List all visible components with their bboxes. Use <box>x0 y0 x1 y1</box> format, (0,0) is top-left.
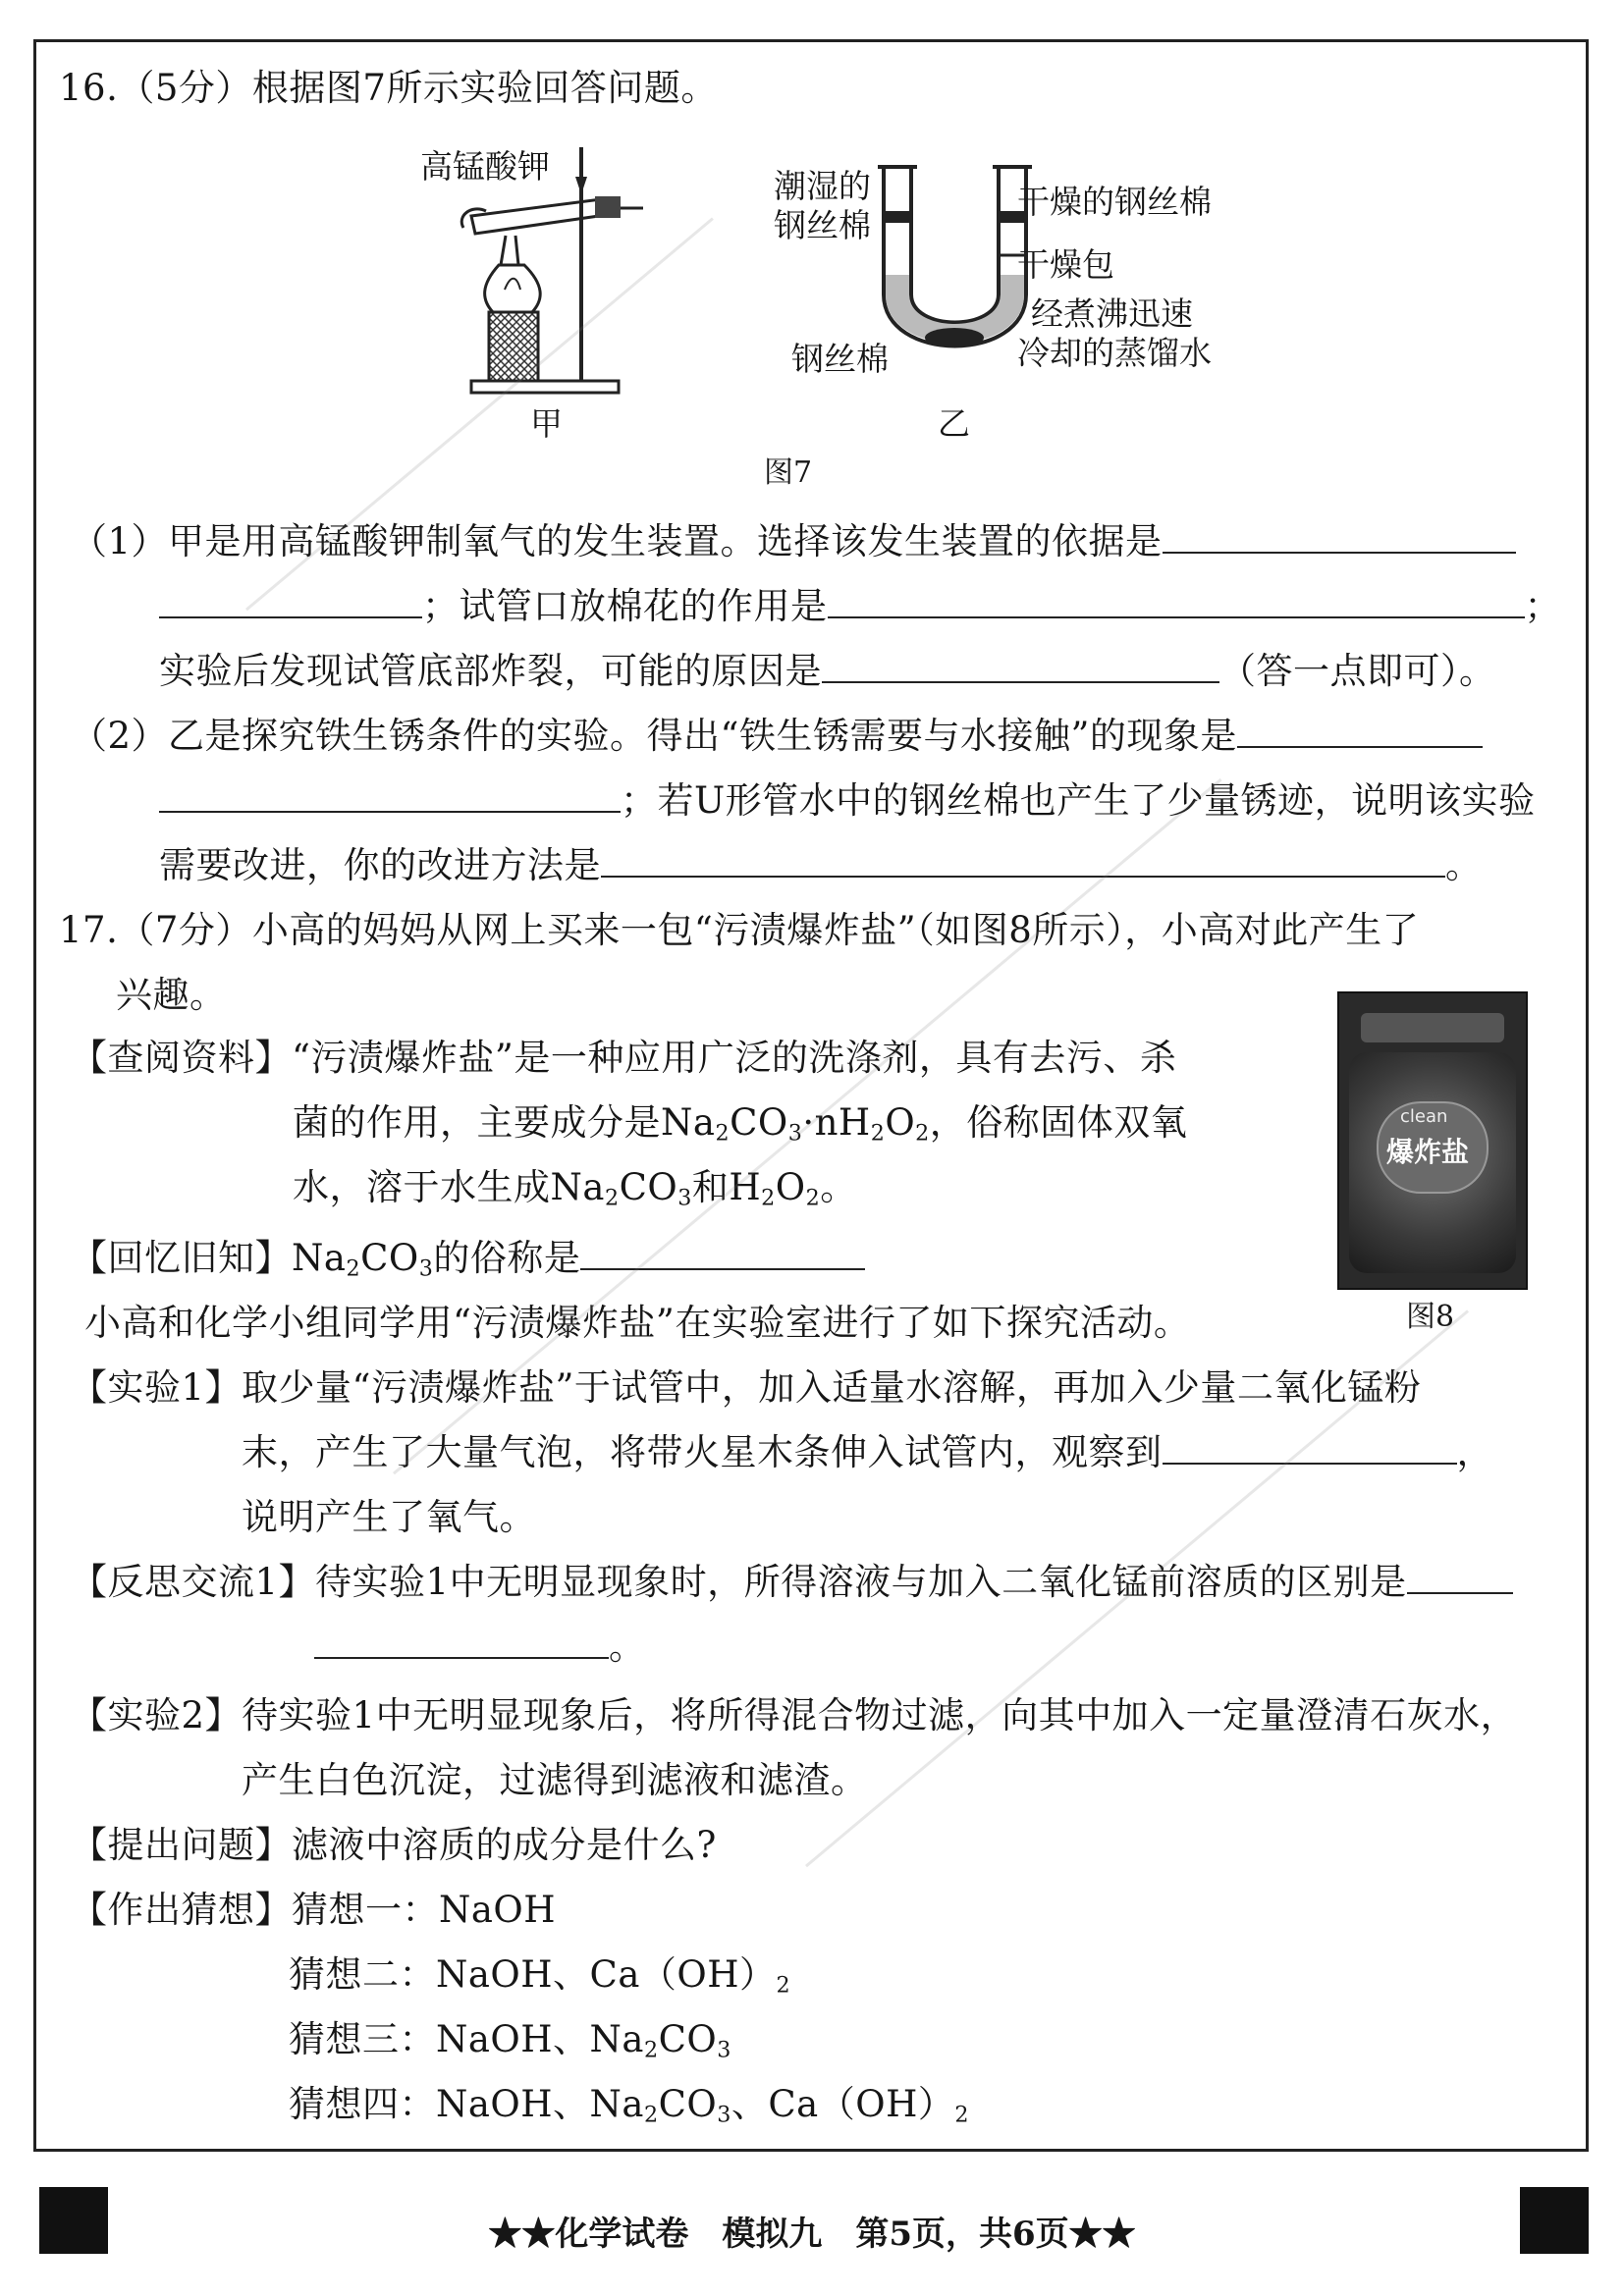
q17-reflection-line1 <box>71 1559 1513 1606</box>
photo-label-salt: 爆炸盐 <box>1386 1136 1470 1168</box>
q16-part1-line2 <box>159 583 1561 630</box>
q17-exp1-line3: 说明产生了氧气。 <box>242 1496 536 1538</box>
ref-text3-b: CO <box>619 1166 678 1208</box>
answer-blank[interactable] <box>159 583 422 618</box>
subscript: 2 <box>346 1255 361 1282</box>
q16-part2-line3 <box>159 842 1483 889</box>
ref-text1: “污渍爆炸盐”是一种应用广泛的洗涤剂，具有去污、杀 <box>292 1037 1177 1079</box>
answer-blank[interactable] <box>1237 713 1483 748</box>
ref-text2-a: 菌的作用，主要成分是Na <box>293 1101 716 1144</box>
q17-exp2-line1 <box>71 1692 1517 1739</box>
q17-exp1-line2 <box>242 1429 1493 1476</box>
answer-blank[interactable] <box>601 842 1445 878</box>
q17-exp1-line1 <box>71 1364 1421 1412</box>
q16-part2-line2 <box>159 777 1536 825</box>
q16-p1-text3: 实验后发现试管底部炸裂，可能的原因是 <box>159 650 822 692</box>
subscript: 2 <box>643 2037 659 2063</box>
photo-label-clean: clean <box>1400 1106 1448 1127</box>
q17-recall <box>71 1235 865 1282</box>
subscript: 2 <box>805 1185 821 1211</box>
q16-part1-line3 <box>159 648 1496 695</box>
ref-text3-d: O <box>775 1166 806 1208</box>
q17-question <box>71 1822 717 1869</box>
answer-blank[interactable] <box>159 777 621 813</box>
ref-text3-a: 水，溶于水生成Na <box>293 1166 605 1208</box>
recall-text-b: CO <box>360 1237 419 1279</box>
question-tag: 【提出问题】 <box>71 1824 292 1866</box>
q16-p2-text1: （2）乙是探究铁生锈条件的实验。得出“铁生锈需要与水接触”的现象是 <box>71 715 1237 757</box>
figure-8-caption: 图8 <box>1406 1300 1455 1334</box>
q17-exp2-line2: 产生白色沉淀，过滤得到滤液和滤渣。 <box>242 1759 868 1801</box>
subscript: 2 <box>715 1120 731 1147</box>
subscript: 2 <box>643 2102 659 2128</box>
q16-p2-text3-end: 。 <box>1445 844 1483 886</box>
subscript: 2 <box>776 1972 791 1999</box>
q17-intro: 小高和化学小组同学用“污渍爆炸盐”在实验室进行了如下探究活动。 <box>84 1302 1191 1344</box>
answer-blank[interactable] <box>314 1624 609 1659</box>
hypothesis-1-text: 猜想一：NaOH <box>292 1889 557 1931</box>
hypothesis-3-text-b: CO <box>658 2018 718 2060</box>
hypothesis-3-text-a: 猜想三：NaOH、Na <box>289 2018 644 2060</box>
reflection-tag: 【反思交流1】 <box>71 1561 316 1603</box>
subscript: 2 <box>954 2102 969 2128</box>
q16-p1-text2: ；试管口放棉花的作用是 <box>422 585 828 627</box>
subscript: 2 <box>604 1185 620 1211</box>
q17-reference-line1 <box>71 1035 1176 1082</box>
caption-jia: 甲 <box>530 404 563 443</box>
ref-text3-e: 。 <box>820 1166 857 1208</box>
q16-title: 16.（5分）根据图7所示实验回答问题。 <box>59 67 718 109</box>
ref-text3-c: 和H <box>691 1166 762 1208</box>
answer-blank[interactable] <box>828 583 1525 618</box>
page-footer: ★★化学试卷 模拟九 第5页，共6页★★ <box>488 2215 1136 2254</box>
hypothesis-tag: 【作出猜想】 <box>71 1889 292 1931</box>
exp2-tag: 【实验2】 <box>71 1694 243 1736</box>
q17-hypothesis-3 <box>289 2016 731 2063</box>
answer-blank[interactable] <box>1163 1429 1457 1465</box>
label-boiled-water: 经煮沸迅速 <box>1031 294 1193 333</box>
subscript: 2 <box>761 1185 776 1211</box>
reflection-text2-end: 。 <box>609 1626 646 1668</box>
subscript: 3 <box>677 1185 692 1211</box>
answer-blank[interactable] <box>822 648 1219 683</box>
subscript: 3 <box>418 1255 434 1282</box>
q16-p1-text3-end: （答一点即可）。 <box>1219 650 1496 692</box>
figure-7-caption: 图7 <box>764 455 813 490</box>
hypothesis-4-text-a: 猜想四：NaOH、Na <box>289 2083 644 2125</box>
subscript: 3 <box>717 2037 731 2063</box>
q17-title-2: 兴趣。 <box>116 974 227 1016</box>
q16-p2-text2: ；若U形管水中的钢丝棉也产生了少量锈迹，说明该实验 <box>621 779 1536 822</box>
label-boiled-water-2: 冷却的蒸馏水 <box>1017 334 1212 372</box>
subscript: 3 <box>717 2102 731 2128</box>
recall-text-c: 的俗称是 <box>433 1237 581 1279</box>
exp2-text1: 待实验1中无明显现象后，将所得混合物过滤，向其中加入一定量澄清石灰水， <box>242 1694 1518 1736</box>
q16-part1-line1 <box>71 518 1516 565</box>
exp1-text1: 取少量“污渍爆炸盐”于试管中，加入适量水溶解，再加入少量二氧化锰粉 <box>242 1366 1422 1409</box>
subscript: 3 <box>787 1120 803 1147</box>
label-kmno4: 高锰酸钾 <box>420 147 550 186</box>
hypothesis-4-text-b: CO <box>658 2083 718 2125</box>
caption-yi: 乙 <box>938 404 970 443</box>
label-desiccant: 干燥包 <box>1017 245 1114 284</box>
q17-hypothesis-2 <box>289 1951 790 1999</box>
q17-reference-line2 <box>293 1099 1187 1147</box>
answer-blank[interactable] <box>580 1235 865 1270</box>
figure-8-photo <box>1337 991 1528 1290</box>
label-dry-wool: 干燥的钢丝棉 <box>1017 183 1212 221</box>
subscript: 2 <box>915 1120 930 1147</box>
ref-text2-b: CO <box>730 1101 788 1144</box>
hypothesis-4-text-c: 、Ca（OH） <box>731 2083 955 2125</box>
exp1-text2-end: ， <box>1456 1431 1493 1473</box>
question-text: 滤液中溶质的成分是什么? <box>292 1824 717 1866</box>
answer-blank[interactable] <box>1163 518 1516 554</box>
subscript: 2 <box>870 1120 886 1147</box>
ref-text2-d: O <box>885 1101 916 1144</box>
q17-title: 17.（7分）小高的妈妈从网上买来一包“污渍爆炸盐”（如图8所示），小高对此产生了 <box>59 909 1420 951</box>
q17-hypothesis-4 <box>289 2081 969 2128</box>
hypothesis-2-text: 猜想二：NaOH、Ca（OH） <box>289 1953 777 1996</box>
q16-part2-line1 <box>71 713 1483 760</box>
q17-reference-line3 <box>293 1164 857 1211</box>
q17-reflection-line2 <box>314 1624 646 1671</box>
label-moist-wool: 钢丝棉 <box>774 206 871 244</box>
recall-text-a: Na <box>292 1237 347 1279</box>
q17-hypothesis-1 <box>71 1887 556 1934</box>
q16-p1-text2-end: ； <box>1524 585 1561 627</box>
exp1-tag: 【实验1】 <box>71 1366 243 1409</box>
ref-text2-e: ，俗称固体双氧 <box>929 1101 1188 1144</box>
recall-tag: 【回忆旧知】 <box>71 1237 292 1279</box>
label-steel-wool: 钢丝棉 <box>791 340 889 378</box>
q16-p1-text1: （1）甲是用高锰酸钾制氧气的发生装置。选择该发生装置的依据是 <box>71 520 1163 562</box>
ref-tag: 【查阅资料】 <box>71 1037 292 1079</box>
label-moist: 潮湿的 <box>774 167 871 205</box>
q16-p2-text3: 需要改进，你的改进方法是 <box>159 844 601 886</box>
ref-text2-c: ·nH <box>802 1101 871 1144</box>
answer-blank[interactable] <box>1407 1559 1513 1594</box>
exp1-text2: 末，产生了大量气泡，将带火星木条伸入试管内，观察到 <box>242 1431 1163 1473</box>
reflection-text1: 待实验1中无明显现象时，所得溶液与加入二氧化锰前溶质的区别是 <box>315 1561 1407 1603</box>
